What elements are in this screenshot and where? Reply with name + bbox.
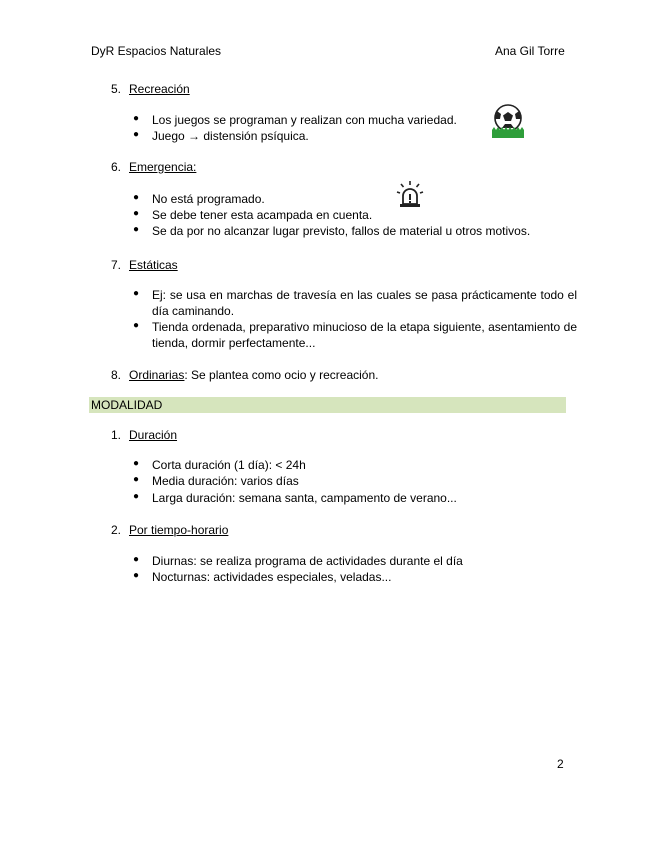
section-title: Por tiempo-horario <box>129 523 229 537</box>
section-title: Duración <box>129 428 178 442</box>
bullet-icon: ● <box>133 554 140 565</box>
list-item-text: Larga duración: semana santa, campamento de verano... <box>152 491 457 505</box>
header-right: Ana Gil Torre <box>495 44 565 58</box>
section-number: 1. <box>110 428 121 442</box>
list-item-text: Corta duración (1 día): < 24h <box>152 458 306 472</box>
section-title: Emergencia: <box>129 160 197 174</box>
bullet-icon: ● <box>133 288 140 299</box>
bullet-icon: ● <box>133 491 140 502</box>
list-item-text: Los juegos se programan y realizan con mucha variedad. <box>152 113 457 127</box>
list-item-text: Se da por no alcanzar lugar previsto, fallos de material u otros motivos. <box>152 224 531 238</box>
bullet-icon: ● <box>133 224 140 235</box>
list-item-text: Se debe tener esta acampada en cuenta. <box>152 208 373 222</box>
bullet-icon: ● <box>133 129 140 140</box>
section-number: 6. <box>110 160 121 174</box>
section-title <box>129 368 378 382</box>
bullet-icon: ● <box>133 570 140 581</box>
section-title: Estáticas <box>129 258 178 272</box>
alarm-light-icon <box>395 180 425 210</box>
list-item <box>0 319 655 353</box>
section-description: : Se plantea como ocio y recreación. <box>184 368 379 382</box>
list-item-text: Tienda ordenada, preparativo minucioso de la etapa siguiente, asentamiento de tienda, dormir perfectamente... <box>152 320 577 350</box>
section-title-text: Ordinarias <box>129 368 185 382</box>
modalidad-heading-text: MODALIDAD <box>91 398 163 412</box>
list-item-text: Nocturnas: actividades especiales, veladas... <box>152 570 392 584</box>
section-number: 5. <box>110 82 121 96</box>
section-title: Recreación <box>129 82 190 96</box>
modalidad-heading <box>89 397 566 413</box>
bullet-icon: ● <box>133 474 140 485</box>
soccer-ball-icon <box>491 103 525 139</box>
list-item-text: Diurnas: se realiza programa de actividades durante el día <box>152 554 463 568</box>
list-item-text: Media duración: varios días <box>152 474 299 488</box>
list-item-text: No está programado. <box>152 192 265 206</box>
list-item <box>0 287 655 321</box>
bullet-icon: ● <box>133 113 140 124</box>
bullet-icon: ● <box>133 458 140 469</box>
bullet-icon: ● <box>133 208 140 219</box>
section-number: 7. <box>110 258 121 272</box>
section-number: 8. <box>110 368 121 382</box>
header-left: DyR Espacios Naturales <box>91 44 222 58</box>
page-number: 2 <box>557 757 564 771</box>
list-item-text: Ej: se usa en marchas de travesía en las cuales se pasa prácticamente todo el día caminando. <box>152 288 577 318</box>
bullet-icon: ● <box>133 192 140 203</box>
list-item-text: Juego → distensión psíquica. <box>152 129 309 143</box>
bullet-icon: ● <box>133 320 140 331</box>
section-number: 2. <box>110 523 121 537</box>
